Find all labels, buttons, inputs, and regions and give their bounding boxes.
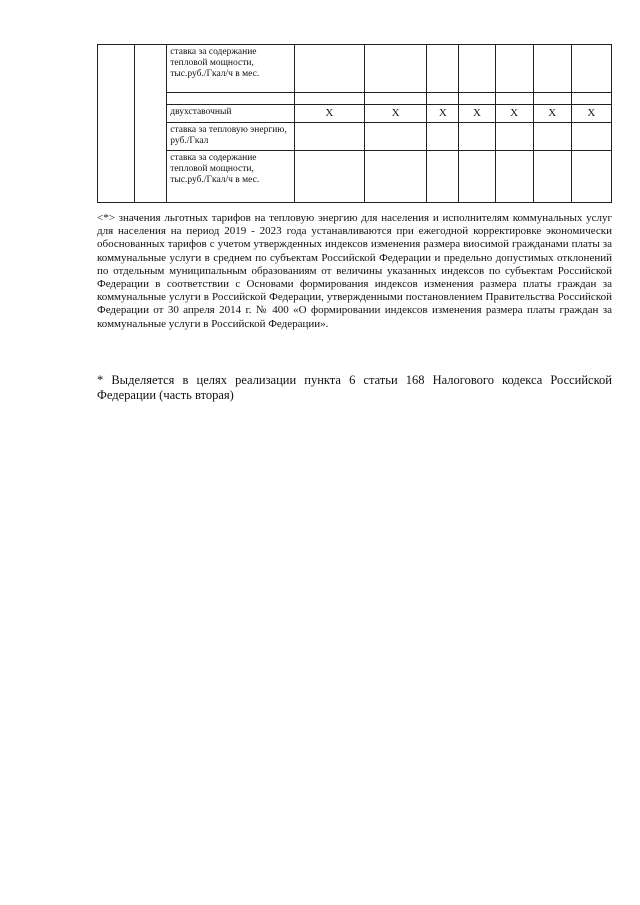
table-cell	[571, 93, 611, 105]
row-label: ставка за тепловую энергию, руб./Гкал	[167, 123, 294, 151]
table-cell	[427, 151, 459, 203]
table-cell	[571, 45, 611, 93]
table-cell: X	[365, 105, 427, 123]
tariff-table	[97, 44, 612, 203]
table-cell	[459, 151, 495, 203]
table-cell: X	[533, 105, 571, 123]
table-cell	[427, 45, 459, 93]
table-cell	[571, 151, 611, 203]
table-cell: X	[495, 105, 533, 123]
table-cell: X	[571, 105, 611, 123]
row-label: ставка за содержание тепловой мощности, тыс.руб./Гкал/ч в мес.	[167, 151, 294, 203]
table-cell: X	[459, 105, 495, 123]
table-cell	[365, 45, 427, 93]
table-cell	[294, 45, 364, 93]
table-cell: X	[427, 105, 459, 123]
table-cell	[533, 123, 571, 151]
table-cell	[533, 45, 571, 93]
table-cell	[571, 123, 611, 151]
table-cell	[427, 123, 459, 151]
row-label: двухставочный	[167, 105, 294, 123]
table-cell	[294, 123, 364, 151]
table-row	[98, 105, 612, 123]
table-cell	[459, 93, 495, 105]
table-cell	[459, 45, 495, 93]
table-cell	[365, 93, 427, 105]
table-cell	[459, 123, 495, 151]
table-cell	[294, 151, 364, 203]
table-cell	[365, 123, 427, 151]
table-cell	[495, 45, 533, 93]
merged-cell	[135, 45, 167, 203]
row-label	[167, 93, 294, 105]
footnote-tariff-values: <*> значения льготных тарифов на тепловую энергию для населения и исполнителям коммунальных услуг для населения на период 2019 - 2023 года устанавливаются при ежегодной корректировке экономически обоснованных тарифов с учетом утвержденных индексов изменения размера виосимой гражданами платы за коммунальные услуги в среднем по субъектам Российской Федерации и предельно допустимых отклонений по отдельным муниципальным образованиям от величины указанных индексов по субъектам Российской Федерации в соответствии с Основами формирования индексов изменения размера платы граждан за коммунальные услуги в Российской Федерации, утвержденными постановлением Правительства Российской Федерации от 30 апреля 2014 г. № 400 «О формировании индексов изменения размера платы граждан за коммунальные услуги в Российской Федерации».	[97, 212, 612, 330]
table-cell	[495, 151, 533, 203]
table-cell	[495, 123, 533, 151]
table-cell	[294, 93, 364, 105]
table-cell	[533, 93, 571, 105]
table-cell	[533, 151, 571, 203]
table-row	[98, 123, 612, 151]
table-row	[98, 93, 612, 105]
table-cell: X	[294, 105, 364, 123]
table-cell	[365, 151, 427, 203]
table-cell	[427, 93, 459, 105]
table-cell	[495, 93, 533, 105]
merged-cell	[98, 45, 135, 203]
table-row	[98, 151, 612, 203]
table-row	[98, 45, 612, 93]
row-label: ставка за содержание тепловой мощности, тыс.руб./Гкал/ч в мес.	[167, 45, 294, 93]
footnote-tax-code: * Выделяется в целях реализации пункта 6 статьи 168 Налогового кодекса Российской Федерации (часть вторая)	[97, 373, 612, 402]
